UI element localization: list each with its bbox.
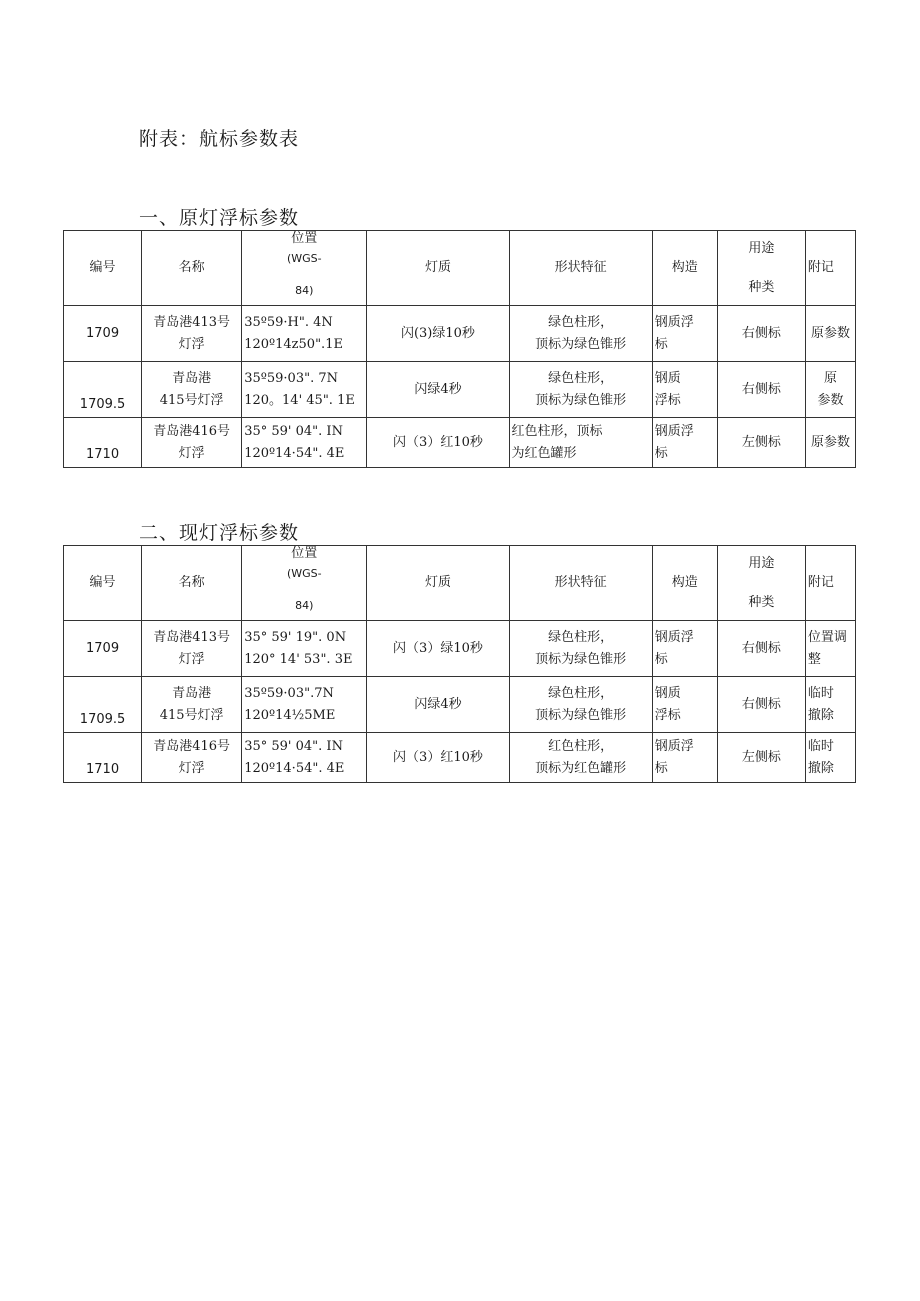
cell-code: 1709.5	[64, 677, 142, 733]
header-code: 编号	[64, 546, 142, 621]
cell-use: 右侧标	[717, 621, 805, 677]
cell-light: 闪（3）红10秒	[367, 418, 509, 468]
table-row	[64, 677, 856, 733]
header-note: 附记	[805, 231, 855, 306]
cell-construction: 钢质浮 标	[652, 306, 717, 362]
cell-shape: 绿色柱形， 顶标为绿色锥形	[509, 677, 652, 733]
cell-position: 35° 59' 19". 0N 120° 14' 53". 3E	[242, 621, 367, 677]
header-code: 编号	[64, 231, 142, 306]
cell-construction: 钢质浮 标	[652, 733, 717, 783]
header-use: 用途 种类	[717, 546, 805, 621]
cell-construction: 钢质浮 标	[652, 621, 717, 677]
cell-construction: 钢质 浮标	[652, 362, 717, 418]
cell-position: 35º59·03". 7N 120。14' 45". 1E	[242, 362, 367, 418]
cell-shape: 绿色柱形， 顶标为绿色锥形	[509, 362, 652, 418]
cell-code: 1710	[64, 733, 142, 783]
header-construction: 构造	[652, 231, 717, 306]
cell-position: 35° 59' 04". IN 120º14·54". 4E	[242, 733, 367, 783]
table-header-row	[64, 231, 856, 306]
header-shape: 形状特征	[509, 546, 652, 621]
cell-use: 右侧标	[717, 306, 805, 362]
cell-position: 35° 59' 04". IN 120º14·54". 4E	[242, 418, 367, 468]
header-light: 灯质	[367, 546, 509, 621]
header-construction: 构造	[652, 546, 717, 621]
cell-code: 1710	[64, 418, 142, 468]
table-row	[64, 418, 856, 468]
cell-use: 右侧标	[717, 677, 805, 733]
cell-position: 35º59·03".7N 120º14½5ME	[242, 677, 367, 733]
cell-construction: 钢质浮 标	[652, 418, 717, 468]
cell-note: 原 参数	[805, 362, 855, 418]
header-shape: 形状特征	[509, 231, 652, 306]
cell-shape: 绿色柱形， 顶标为绿色锥形	[509, 306, 652, 362]
cell-code: 1709.5	[64, 362, 142, 418]
cell-note: 临时 撤除	[805, 677, 855, 733]
cell-shape: 红色柱形， 顶标为红色罐形	[509, 733, 652, 783]
cell-code: 1709	[64, 621, 142, 677]
table-row	[64, 306, 856, 362]
cell-shape: 红色柱形，顶标 为红色罐形	[509, 418, 652, 468]
cell-code: 1709	[64, 306, 142, 362]
header-light: 灯质	[367, 231, 509, 306]
header-position: 位置 (WGS- 84)	[242, 231, 367, 306]
header-use: 用途 种类	[717, 231, 805, 306]
cell-light: 闪(3)绿10秒	[367, 306, 509, 362]
cell-note: 临时 撤除	[805, 733, 855, 783]
table-row	[64, 362, 856, 418]
original-buoy-table	[63, 230, 856, 468]
cell-note: 位置调 整	[805, 621, 855, 677]
cell-name: 青岛港 415号灯浮	[142, 362, 242, 418]
cell-name: 青岛港416号 灯浮	[142, 418, 242, 468]
current-buoy-table	[63, 545, 856, 783]
cell-use: 左侧标	[717, 418, 805, 468]
cell-position: 35º59·H". 4N 120º14z50".1E	[242, 306, 367, 362]
cell-use: 右侧标	[717, 362, 805, 418]
table-row	[64, 733, 856, 783]
cell-construction: 钢质 浮标	[652, 677, 717, 733]
header-position: 位置 (WGS- 84)	[242, 546, 367, 621]
cell-name: 青岛港413号 灯浮	[142, 621, 242, 677]
cell-name: 青岛港413号 灯浮	[142, 306, 242, 362]
header-note: 附记	[805, 546, 855, 621]
cell-name: 青岛港 415号灯浮	[142, 677, 242, 733]
section-title-original: 一、原灯浮标参数	[139, 207, 300, 229]
table-row	[64, 621, 856, 677]
cell-note: 原参数	[805, 418, 855, 468]
header-name: 名称	[142, 231, 242, 306]
cell-light: 闪（3）绿10秒	[367, 621, 509, 677]
section-title-current: 二、现灯浮标参数	[139, 522, 300, 544]
header-name: 名称	[142, 546, 242, 621]
cell-light: 闪绿4秒	[367, 677, 509, 733]
cell-light: 闪（3）红10秒	[367, 733, 509, 783]
cell-shape: 绿色柱形， 顶标为绿色锥形	[509, 621, 652, 677]
cell-use: 左侧标	[717, 733, 805, 783]
table-header-row	[64, 546, 856, 621]
cell-light: 闪绿4秒	[367, 362, 509, 418]
cell-note: 原参数	[805, 306, 855, 362]
page-title: 附表：航标参数表	[139, 128, 300, 150]
cell-name: 青岛港416号 灯浮	[142, 733, 242, 783]
